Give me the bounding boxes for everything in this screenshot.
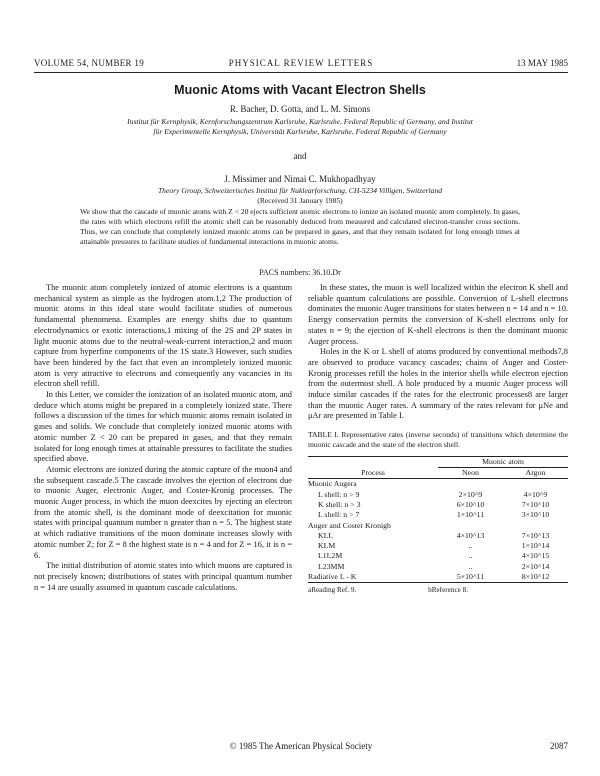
paper-title: Muonic Atoms with Vacant Electron Shells: [174, 83, 426, 97]
row-label: Radiative L - K: [308, 572, 438, 583]
authors-group-2: J. Missimer and Nimai C. Mukhopadhyay: [224, 174, 376, 184]
argon-value: 1×10^14: [521, 541, 550, 551]
paragraph: Atomic electrons are ionized during the atomic capture of the muon4 and the subsequent cascade.5 The cascade involves the ejection of electrons due to muonic Auger, electronic Auger, and Coster-Kronig processes. The muonic Auger process, in which the muon deexcites by ejecting an electron from the atomic shell, is the dominant mode of deexcitation for muonic states with principal quantum number n greater than n = 5. The highest state at which radiative transitions of the muon dominate increases slowly with atomic number Z; for Z = 8 the highest state is n = 4 and for Z = 16, it is n = 6.: [34, 464, 292, 560]
authors-group-1: R. Bacher, D. Gotta, and L. M. Simons: [229, 104, 371, 114]
row-label: Muonic Augera: [308, 479, 357, 489]
running-header: [34, 58, 568, 70]
paragraph: In this Letter, we consider the ionization of an isolated muonic atom, and deduce which atoms might be prepared in a completely ionized state. There follows a discussion of the times for which muonic atoms remain isolated in gases and solids. We conclude that completely ionized muonic atoms with atomic number Z < 20 can be prepared in gases, and that they remain isolated for long enough times at attainable pressures to facilitate the studies specified above.: [34, 390, 292, 464]
argon-value: 7×10^10: [521, 499, 550, 509]
and-separator: and: [293, 151, 307, 161]
argon-value: 4×10^9: [523, 489, 548, 499]
table-row: [308, 521, 568, 531]
table-body: [308, 479, 568, 583]
paragraph: The muonic atom completely ionized of atomic electrons is a quantum mechanical system as simple as the hydrogen atom.1,2 The production of muonic atoms in this ideal state would facilitate studies of numerous fundamental phenomena. Examples are energy shifts due to quantum electrodynamics or exotic interactions,1 mixing of the 2S and 2P states in light muonic atoms due to the neutral-weak-current interaction,2 and muon capture from hyperfine components of the 1S state.3 However, such studies have been hindered by the fact that even an incompletely ionized muonic atom is very attractive to electrons and consequently any vacancies in its electron shell refill.: [34, 283, 292, 389]
argon-value: 3×10^10: [521, 510, 550, 520]
issue-date: 13 MAY 1985: [516, 58, 568, 68]
argon-value: 4×10^15: [521, 551, 550, 561]
argon-value: [503, 521, 568, 531]
pacs-numbers: PACS numbers: 36.10.Dr: [259, 268, 341, 277]
footnote: aReading Ref. 9.: [308, 586, 357, 595]
neon-value: 4×10^13: [456, 530, 485, 540]
paragraph: The initial distribution of atomic states into which muons are captured is not precisely known; distributions of states with principal quantum number n = 14 are usually assumed in quantum cascade calculations.: [34, 561, 292, 592]
table-row: [308, 479, 568, 490]
header-rule: [34, 72, 568, 73]
neon-value: [438, 521, 503, 531]
table-row: [308, 541, 568, 551]
row-label: KLM: [318, 541, 336, 551]
table-row: [308, 562, 568, 572]
page-footer: [34, 741, 568, 753]
left-column: [34, 283, 292, 593]
footnote: bReference 8.: [428, 586, 469, 595]
page-number: 2087: [550, 741, 568, 751]
journal-name: PHYSICAL REVIEW LETTERS: [228, 58, 374, 68]
right-column: [308, 283, 568, 596]
table-row: [308, 572, 568, 583]
row-label: KLL: [318, 530, 334, 540]
row-label: L23MM: [318, 561, 345, 571]
table-footnotes: [308, 585, 568, 596]
table-row: [308, 531, 568, 541]
row-label: K shell: n > 3: [318, 499, 361, 509]
table-caption: TABLE I. Representative rates (inverse seconds) of transitions which determine the muonic cascade and the state of the electron shell.: [308, 430, 568, 449]
neon-value: 5×10^11: [438, 572, 503, 583]
column-header: Argon: [503, 468, 568, 479]
neon-value: ..: [468, 561, 473, 571]
neon-value: [438, 479, 503, 490]
received-date: (Received 31 January 1985): [257, 196, 343, 205]
affiliation-2: Theory Group, Schweizerisches Institut für Nuklearforschung, CH-5234 Villigen, Switzerland: [157, 186, 443, 195]
neon-value: ..: [468, 551, 473, 561]
table-group-header: Muonic atom: [438, 456, 568, 467]
neon-value: 6×10^10: [456, 499, 485, 509]
row-label: L shell: n > 7: [318, 510, 360, 520]
column-header: Neon: [438, 468, 503, 479]
paragraph: Holes in the K or L shell of atoms produced by conventional methods7,8 are observed to produce vacancy cascades; chains of Auger and Coster-Kronig processes refill the holes in the interior shells while electron ejection from the outermost shell. A hole produced by a muonic Auger process will induce similar cascades if the rates for the electronic processes8 are larger than the muonic Auger rates. A summary of the rates relevant for μNe and μAr are presented in Table I.: [308, 347, 568, 421]
paragraph: In these states, the muon is well localized within the electron K shell and reliable quantum calculations are possible. Conversion of L-shell electrons dominates the muonic Auger transitions for states between n = 14 and n = 10. Energy conservation permits the conversion of K-shell electrons only for states n = 9; the ejection of K-shell electrons is then the dominant muonic Auger process.: [308, 283, 568, 346]
table-row: [308, 500, 568, 510]
neon-value: 2×10^9: [458, 489, 483, 499]
row-label: L1L2M: [318, 551, 343, 561]
copyright: © 1985 The American Physical Society: [229, 741, 373, 751]
column-header: Process: [308, 468, 438, 479]
argon-value: 2×10^14: [521, 561, 550, 571]
table-row: [308, 510, 568, 520]
neon-value: ..: [468, 541, 473, 551]
row-label: L shell: n > 9: [318, 489, 360, 499]
argon-value: [503, 479, 568, 490]
affiliation-1b: für Experimentelle Kernphysik, Universität Karlsruhe, Karlsruhe, Federal Republic of Germany: [153, 127, 447, 136]
abstract: We show that the cascade of muonic atoms with Z < 20 ejects sufficient atomic electrons to ionize an isolated muonic atom completely. In gases, the rates with which electrons refill the atomic shell can be reasonably deduced from measured and calculated electron-transfer cross sections. Thus, we can conclude that completely ionized muonic atoms can be prepared in gases, and that they remain isolated for long enough times at attainable pressures to facilitate studies of fundamental interactions in muonic atoms.: [80, 207, 520, 246]
volume-number: VOLUME 54, NUMBER 19: [34, 58, 145, 68]
row-label: Auger and Coster Kronigb: [308, 520, 391, 530]
table-row: [308, 490, 568, 500]
argon-value: 8×10^12: [503, 572, 568, 583]
table-row: [308, 551, 568, 561]
neon-value: 1×10^11: [456, 510, 485, 520]
affiliation-1a: Institut für Kernphysik, Kernforschungszentrum Karlsruhe, Karlsruhe, Federal Republic of Germany, and Institut: [127, 117, 473, 126]
rates-table: [308, 456, 568, 584]
argon-value: 7×10^13: [521, 530, 550, 540]
